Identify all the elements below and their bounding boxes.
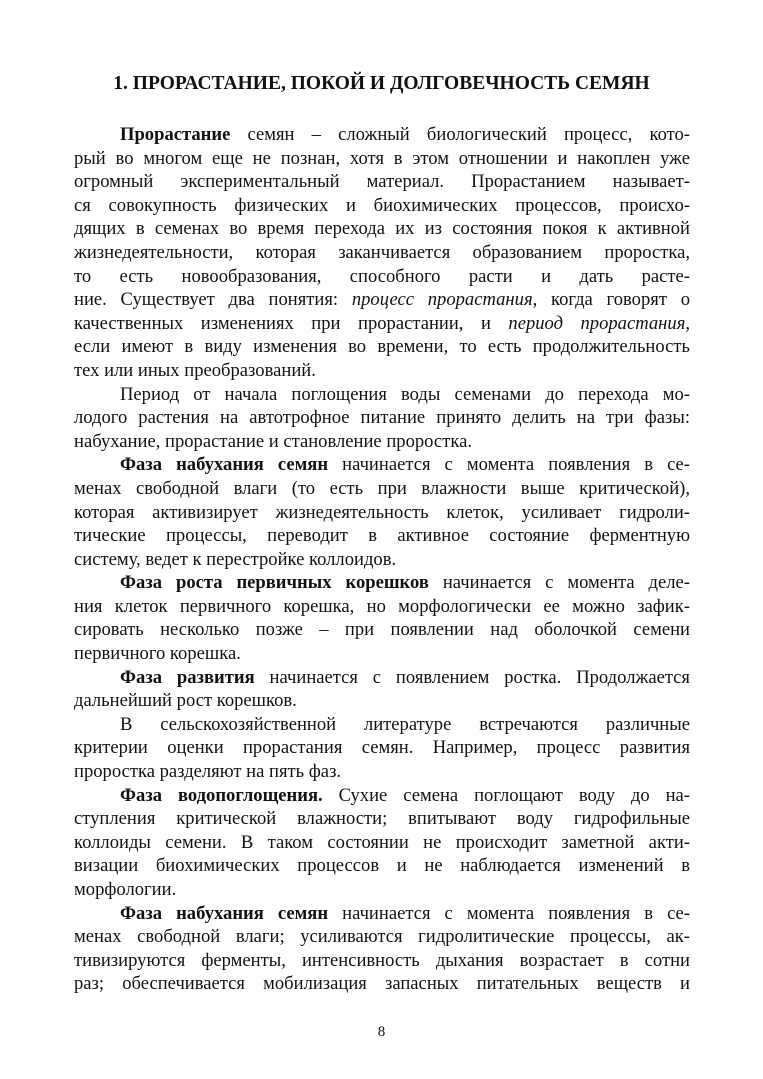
italic-term: период прорастания	[508, 312, 686, 334]
text-line	[74, 335, 690, 359]
text-run: рый во многом еще не познан, хотя в этом отношении и накоплен уже	[74, 147, 690, 169]
text-run: морфологии.	[74, 879, 177, 900]
text-run: начинается с появлением ростка. Продолжается	[254, 666, 690, 688]
bold-term: Прорастание	[120, 124, 231, 145]
text-line	[74, 878, 690, 902]
body-text	[74, 123, 690, 996]
text-line	[74, 147, 690, 171]
text-line	[74, 642, 690, 666]
text-line	[74, 831, 690, 855]
text-run: тех или иных преобразований.	[74, 359, 316, 381]
text-line	[74, 430, 690, 454]
text-run: визации биохимических процессов и не наблюдается изменений в	[74, 855, 690, 877]
text-run: дящих в семенах во время перехода их из состояния покоя к активной	[74, 218, 690, 240]
text-line	[74, 241, 690, 265]
text-run: критерии оценки прорастания семян. Например, процесс развития	[74, 737, 690, 759]
text-run: если имеют в виду изменения во времени, то есть продолжительность	[74, 336, 690, 358]
text-line	[74, 383, 690, 407]
text-run: Период от начала поглощения воды семенами до перехода мо-	[120, 383, 690, 405]
text-line	[74, 288, 690, 312]
text-run: проростка разделяют на пять фаз.	[74, 761, 342, 783]
text-line	[74, 477, 690, 501]
text-line	[74, 902, 690, 926]
text-line	[74, 807, 690, 831]
text-run: ся совокупность физических и биохимических процессов, происхо-	[74, 194, 690, 216]
text-run: Сухие семена поглощают воду до на-	[322, 784, 690, 806]
text-line	[74, 406, 690, 430]
text-line	[74, 925, 690, 949]
text-line	[74, 784, 690, 808]
text-line	[74, 949, 690, 973]
text-run: систему, ведет к перестройке коллоидов.	[74, 548, 397, 570]
text-line	[74, 312, 690, 336]
text-line	[74, 854, 690, 878]
text-run: семян – сложный биологический процесс, кото-	[230, 124, 690, 145]
bold-term: Фаза водопоглощения.	[120, 784, 323, 806]
bold-term: Фаза набухания семян	[120, 454, 329, 476]
text-run: менах свободной влаги; усиливаются гидролитические процессы, ак-	[74, 926, 690, 948]
text-line	[74, 123, 690, 147]
text-line	[74, 689, 690, 713]
text-line	[74, 194, 690, 218]
text-line	[74, 265, 690, 289]
text-run: жизнедеятельности, которая заканчивается образованием проростка,	[74, 241, 690, 263]
text-line	[74, 548, 690, 572]
italic-term: процесс прорастания	[351, 289, 533, 311]
text-run: тические процессы, переводит в активное состояние ферментную	[74, 525, 690, 547]
text-line	[74, 501, 690, 525]
text-run: коллоиды семени. В таком состоянии не происходит заметной акти-	[74, 831, 690, 853]
text-run: первичного корешка.	[74, 643, 241, 665]
text-line	[74, 595, 690, 619]
text-line	[74, 453, 690, 477]
section-title: 1. ПРОРАСТАНИЕ, ПОКОЙ И ДОЛГОВЕЧНОСТЬ СЕМЯН	[113, 73, 650, 94]
text-run: раз; обеспечивается мобилизация запасных питательных веществ и	[74, 973, 690, 995]
text-line	[74, 760, 690, 784]
text-run: то есть новообразования, способного расти и дать расте-	[74, 265, 690, 287]
text-run: качественных изменениях при прорастании, и	[74, 312, 509, 334]
bold-term: Фаза роста первичных корешков	[120, 572, 429, 594]
text-run: начинается с момента деле-	[428, 572, 690, 594]
text-run: В сельскохозяйственной литературе встречаются различные	[120, 713, 690, 735]
text-run: , когда говорят о	[532, 289, 690, 311]
bold-term: Фаза развития	[120, 666, 255, 688]
text-line	[74, 666, 690, 690]
text-line	[74, 618, 690, 642]
text-run: которая активизирует жизнедеятельность клеток, усиливает гидроли-	[74, 501, 690, 523]
text-line	[74, 713, 690, 737]
text-run: набухание, прорастание и становление проростка.	[74, 430, 472, 452]
text-line	[74, 736, 690, 760]
text-run: начинается с момента появления в се-	[328, 902, 690, 924]
text-run: ние. Существует два понятия:	[74, 289, 352, 311]
text-line	[74, 524, 690, 548]
text-run: ,	[685, 312, 690, 334]
text-run: тивизируются ферменты, интенсивность дыхания возрастает в сотни	[74, 949, 690, 971]
text-run: начинается с момента появления в се-	[328, 454, 690, 476]
text-run: ступления критической влажности; впитывают воду гидрофильные	[74, 808, 690, 830]
text-line	[74, 217, 690, 241]
text-line	[74, 170, 690, 194]
text-run: ния клеток первичного корешка, но морфологически ее можно зафик-	[74, 595, 690, 617]
bold-term: Фаза набухания семян	[120, 902, 329, 924]
text-run: лодого растения на автотрофное питание принято делить на три фазы:	[74, 407, 690, 429]
page-number: 8	[377, 1024, 386, 1040]
text-run: менах свободной влаги (то есть при влажности выше критической),	[74, 477, 690, 499]
text-line	[74, 359, 690, 383]
text-line	[74, 571, 690, 595]
text-line	[74, 972, 690, 996]
text-run: сировать несколько позже – при появлении над оболочкой семени	[74, 619, 690, 641]
text-run: дальнейший рост корешков.	[74, 690, 297, 712]
text-run: огромный экспериментальный материал. Прорастанием называет-	[74, 171, 690, 193]
